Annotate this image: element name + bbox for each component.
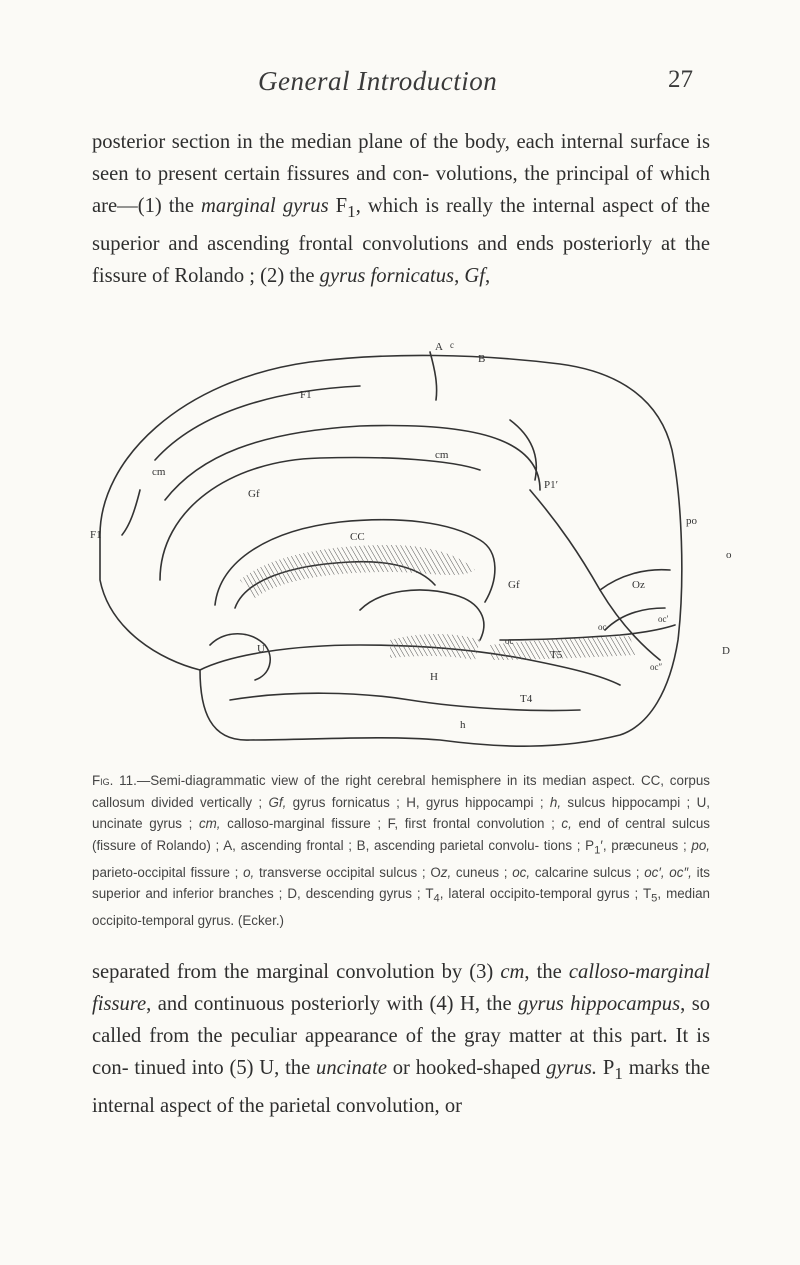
label-oc-prime: oc′ — [658, 614, 669, 624]
caption-text: its superior and inferior branches ; D, descending gyrus ; T — [92, 864, 711, 902]
italic-term: calloso-marginal fissure — [92, 961, 711, 1015]
label-t4: T4 — [520, 693, 533, 705]
caption-italic: oc′, oc″, — [644, 864, 692, 880]
caption-text: calloso-marginal fissure ; F, first frontal convolution ; — [220, 816, 562, 831]
label-oz: Oz — [632, 579, 645, 591]
caption-italic: cm, — [198, 816, 221, 831]
caption-text: parieto-occipital fissure ; — [92, 864, 244, 880]
frontal-sulcus — [122, 490, 140, 535]
text-run: marks the internal aspect of the parietal convolution, or — [92, 1057, 710, 1118]
caption-text: calcarine sulcus ; — [530, 864, 645, 880]
text-run: , and continuous posteriorly with (4) H, the — [146, 993, 519, 1015]
label-f1-top: F1 — [300, 389, 312, 401]
label-h-upper: H — [430, 671, 438, 683]
text-run: , — [484, 265, 491, 288]
caption-italic: h, — [549, 794, 562, 810]
label-u: U — [257, 643, 265, 655]
italic-term: gyrus. — [546, 1057, 598, 1079]
label-o: o — [726, 549, 732, 561]
label-cm-mid: cm — [435, 449, 449, 461]
italic-term: cm — [500, 961, 525, 983]
label-p1-prime: P1′ — [544, 479, 559, 491]
parieto-occipital-fissure — [530, 490, 660, 660]
callosum-splenium — [360, 590, 484, 640]
text-run: , so called from the peculiar appearance of the gray matter at this part. It is con- tinued into (5) U, the — [92, 993, 711, 1079]
marginal-fissure-upper — [155, 386, 360, 460]
caption-subscript: 1 — [594, 844, 601, 857]
label-c: c — [450, 340, 454, 350]
label-po: po — [686, 515, 697, 527]
calloso-marginal-fissure — [165, 426, 540, 500]
label-t5: T5 — [550, 649, 563, 661]
text-run: posterior section in the median plane of the body, each internal surface is seen to present certain fissures and con- volutions, the principal of which are—(1) the — [92, 131, 710, 217]
italic-term: uncinate — [316, 1057, 387, 1079]
italic-term: gyrus fornicatus — [319, 265, 455, 288]
label-h-lower: h — [460, 719, 466, 731]
running-head — [0, 66, 800, 106]
caption-text: ′, præcuneus ; — [600, 837, 692, 853]
paragraph-text — [92, 956, 710, 1122]
label-gf-left: Gf — [248, 488, 260, 500]
bottom-paragraph — [92, 956, 710, 1122]
label-gf-mid: Gf — [508, 579, 520, 591]
caption-text: —Semi-diagrammatic view of the right cerebral hemisphere in its median aspect. CC, corpus callosum divided vertically ; — [92, 773, 710, 810]
italic-term: gyrus hippocampus — [518, 993, 681, 1015]
text-run: F — [328, 195, 348, 217]
label-oc: oc — [598, 622, 607, 632]
caption-italic: oc, — [512, 864, 531, 880]
label-a: A — [435, 341, 443, 353]
figure-caption — [92, 770, 710, 932]
label-d: D — [722, 645, 730, 657]
top-paragraph — [92, 126, 710, 292]
italic-term: marginal gyrus — [201, 195, 329, 217]
precuneus-fissure — [510, 420, 536, 480]
brain-hemisphere-figure — [60, 340, 740, 760]
caption-subscript: 4 — [433, 892, 440, 905]
text-run: , which is really the internal aspect of the superior and ascending frontal convolutions and ends posteriorly at the fissure of Rolando ; (2) the — [92, 195, 711, 288]
label-cm-left: cm — [152, 466, 166, 478]
label-f1-left: F1 — [90, 529, 102, 541]
corpus-callosum-hatch — [240, 545, 475, 598]
caption-italic: po, — [691, 837, 711, 853]
running-head-title: General Introduction — [258, 66, 498, 96]
caption-text: , lateral occipito-temporal gyrus ; T — [439, 886, 652, 902]
caption-text: cuneus ; — [451, 864, 513, 880]
hippocampus-hatch — [390, 634, 480, 660]
text-run: or hooked-shaped — [386, 1057, 547, 1079]
subscript: 1 — [347, 202, 356, 222]
paragraph-text — [92, 126, 710, 292]
label-oc-dprime: oc″ — [650, 662, 663, 672]
text-run: separated from the marginal convolution by (3) — [92, 961, 501, 983]
label-b: B — [478, 353, 486, 365]
caption-italic: Gf, — [268, 794, 287, 810]
caption-text: transverse occipital sulcus ; O — [254, 864, 441, 880]
caption-subscript: 5 — [651, 892, 658, 905]
caption-text: end of central sulcus (fissure of Rolando) ; A, ascending frontal ; B, ascending parietal convolu- tions ; P — [92, 816, 710, 853]
italic-term: Gf — [464, 265, 485, 288]
text-run: P — [597, 1057, 615, 1079]
brain-diagram — [60, 340, 740, 760]
caption-text: , median occipito-temporal gyrus. (Ecker.) — [92, 886, 711, 929]
label-cc: CC — [350, 531, 365, 543]
caption-figure-number: Fig. 11. — [92, 773, 137, 788]
caption-text: gyrus fornicatus ; H, gyrus hippocampi ; — [286, 794, 550, 810]
central-sulcus-end — [430, 352, 437, 400]
calcarine-sulcus — [500, 625, 675, 640]
page-number: 27 — [668, 66, 693, 93]
caption-italic: z, — [440, 864, 452, 880]
caption-italic: c, — [561, 816, 572, 831]
text-run: , the — [524, 961, 569, 983]
subscript: 1 — [614, 1064, 623, 1084]
label-oc-inner: oc — [505, 636, 514, 646]
caption-italic: o, — [243, 864, 255, 880]
text-run: , — [454, 265, 465, 288]
caption-text: sulcus hippocampi ; U, uncinate gyrus ; — [92, 794, 710, 831]
